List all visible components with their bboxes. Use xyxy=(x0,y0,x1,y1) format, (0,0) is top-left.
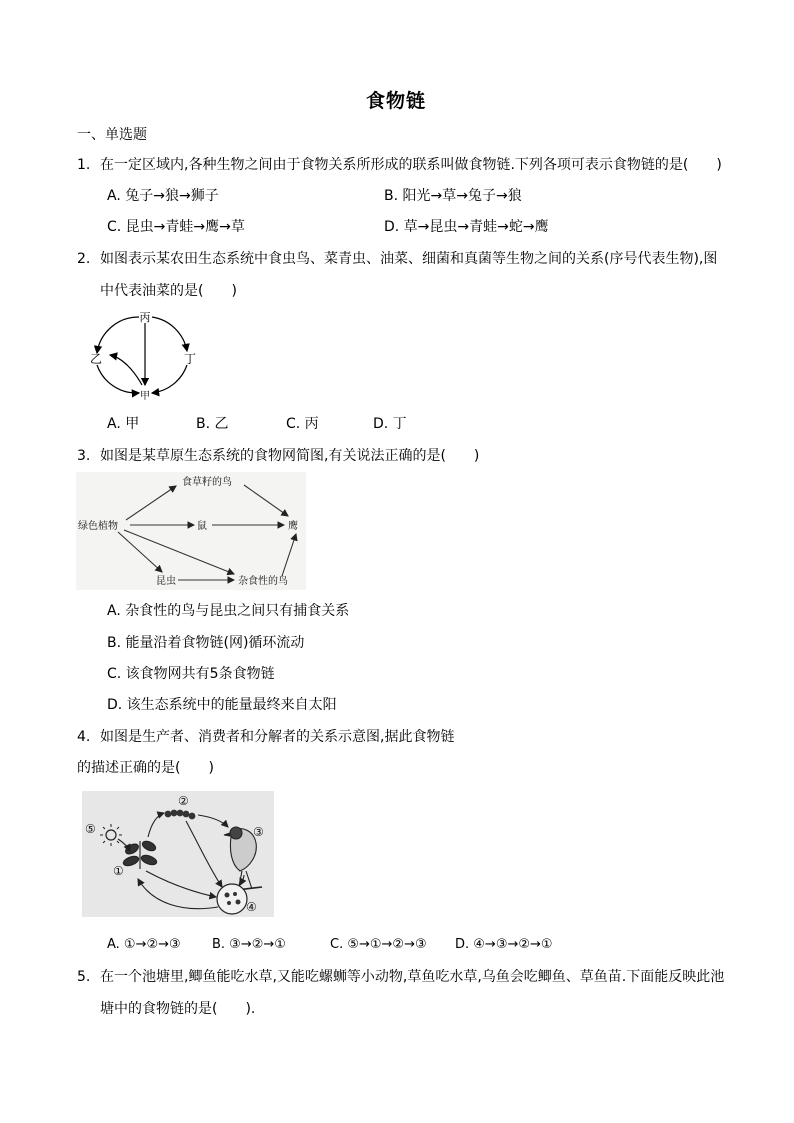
q3-option-c[interactable]: C. 该食物网共有5条食物链 xyxy=(107,666,275,682)
q4-option-d[interactable]: D. ④→③→②→① xyxy=(455,937,553,952)
q2-option-b[interactable]: B. 乙 xyxy=(196,416,229,432)
caterpillar-icon xyxy=(165,810,196,820)
q3-option-d[interactable]: D. 该生态系统中的能量最终来自太阳 xyxy=(107,697,337,713)
sun-icon xyxy=(100,824,122,846)
q3-option-a[interactable]: A. 杂食性的鸟与昆虫之间只有捕食关系 xyxy=(107,603,350,619)
q4-option-b[interactable]: B. ③→②→① xyxy=(212,937,286,952)
decomposer-icon xyxy=(217,884,247,914)
q2-node-bottom: 甲 xyxy=(140,391,150,402)
q3-text: 如图是某草原生态系统的食物网简图,有关说法正确的是( ) xyxy=(100,448,480,464)
q4-label-2: ② xyxy=(178,794,189,808)
q4-option-c[interactable]: C. ⑤→①→②→③ xyxy=(330,937,427,952)
q2-relationship-figure xyxy=(84,307,202,403)
q3-node-plant: 绿色植物 xyxy=(78,521,118,532)
q1-option-c[interactable]: C. 昆虫→青蛙→鹰→草 xyxy=(107,219,245,235)
q4-label-4: ④ xyxy=(246,900,257,914)
q4-ecosystem-figure xyxy=(82,791,274,917)
q3-node-mouse: 鼠 xyxy=(197,521,207,532)
q1-text: 在一定区域内,各种生物之间由于食物关系所形成的联系叫做食物链.下列各项可表示食物链的是( ) xyxy=(100,157,722,173)
q3-node-omni-bird: 杂食性的鸟 xyxy=(238,576,288,587)
q2-number: 2. xyxy=(77,251,91,267)
q1-option-d[interactable]: D. 草→昆虫→青蛙→蛇→鹰 xyxy=(384,219,549,235)
q2-text-line1: 如图表示某农田生态系统中食虫鸟、菜青虫、油菜、细菌和真菌等生物之间的关系(序号代表生物),图 xyxy=(100,251,718,267)
q4-text-line2: 的描述正确的是( ) xyxy=(77,760,214,776)
q3-option-b[interactable]: B. 能量沿着食物链(网)循环流动 xyxy=(107,635,305,651)
q2-node-top: 丙 xyxy=(139,311,151,324)
section-heading: 一、单选题 xyxy=(77,127,147,143)
q4-number: 4. xyxy=(77,729,91,745)
q2-text-line2: 中代表油菜的是( ) xyxy=(100,283,237,299)
q2-option-a[interactable]: A. 甲 xyxy=(107,416,140,432)
q5-text-line2: 塘中的食物链的是( ). xyxy=(100,1001,256,1017)
q1-option-a[interactable]: A. 兔子→狼→狮子 xyxy=(107,188,219,204)
q5-number: 5. xyxy=(77,969,91,985)
q3-number: 3. xyxy=(77,448,91,464)
page-title: 食物链 xyxy=(366,90,427,112)
q4-text-line1: 如图是生产者、消费者和分解者的关系示意图,据此食物链 xyxy=(100,729,455,745)
q3-node-hawk: 鹰 xyxy=(288,521,298,532)
plant-icon xyxy=(122,839,158,869)
q4-option-a[interactable]: A. ①→②→③ xyxy=(107,937,181,952)
q4-label-1: ① xyxy=(113,864,124,878)
q4-label-5: ⑤ xyxy=(85,822,96,836)
q4-label-3: ③ xyxy=(253,825,264,839)
q2-option-c[interactable]: C. 丙 xyxy=(286,416,319,432)
q2-node-left: 乙 xyxy=(89,352,103,366)
q1-option-b[interactable]: B. 阳光→草→兔子→狼 xyxy=(384,188,522,204)
q5-text-line1: 在一个池塘里,鲫鱼能吃水草,又能吃螺蛳等小动物,草鱼吃水草,乌鱼会吃鲫鱼、草鱼苗.下面能反映此池 xyxy=(100,969,725,985)
q3-node-insect: 昆虫 xyxy=(156,576,176,587)
q1-number: 1. xyxy=(77,157,91,173)
q3-node-seed-bird: 食草籽的鸟 xyxy=(182,477,232,488)
q2-node-right: 丁 xyxy=(183,352,197,366)
q2-option-d[interactable]: D. 丁 xyxy=(373,416,407,432)
q3-food-web-figure xyxy=(76,472,306,590)
